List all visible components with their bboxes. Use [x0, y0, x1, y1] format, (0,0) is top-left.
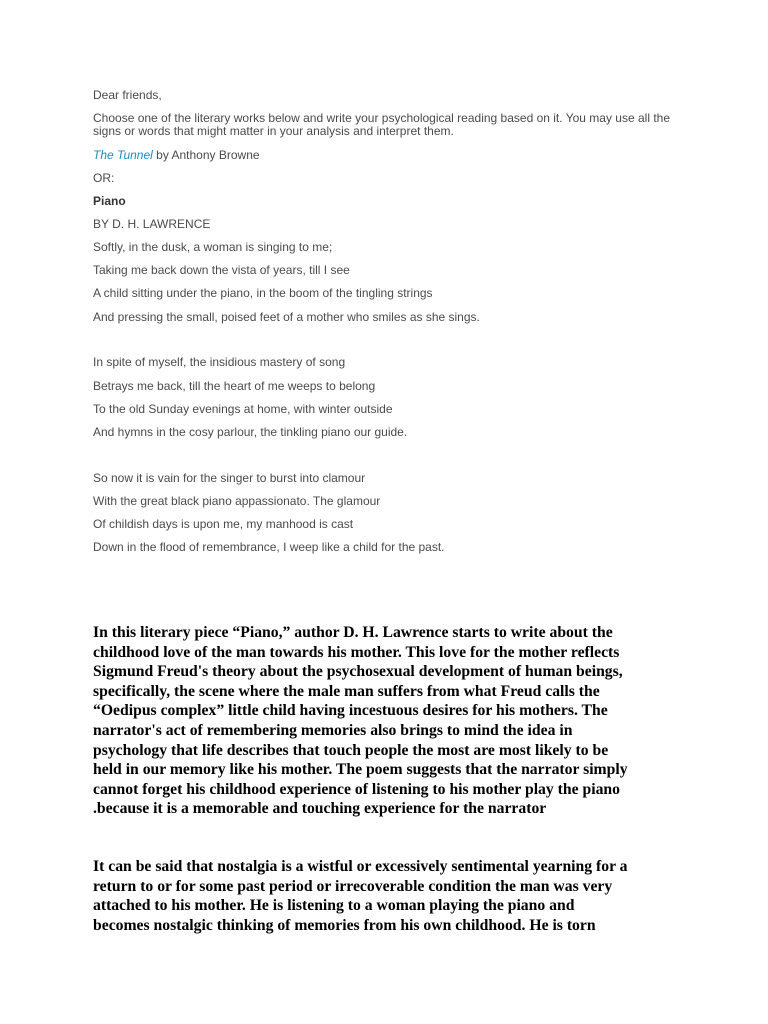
poem-line: And pressing the small, poised feet of a mother who smiles as she sings.: [93, 310, 480, 324]
essay-line: In this literary piece “Piano,” author D. H. Lawrence starts to write about the: [93, 624, 613, 641]
essay-paragraph-2: [93, 857, 688, 935]
poem-line: Betrays me back, till the heart of me weeps to belong: [93, 379, 376, 393]
essay-line: psychology that life describes that touch people the most are most likely to be: [93, 741, 609, 759]
essay-line: .because it is a memorable and touching experience for the narrator: [93, 800, 547, 818]
essay-paragraph-1: [93, 623, 688, 819]
essay-line: childhood love of the man towards his mother. This love for the mother reflects: [93, 643, 620, 661]
essay-line: Sigmund Freud's theory about the psychosexual development of human beings,: [93, 663, 623, 681]
poem-byline: BY D. H. LAWRENCE: [93, 217, 211, 231]
or-label: OR:: [93, 171, 115, 185]
poem-line: With the great black piano appassionato. The glamour: [93, 494, 381, 508]
poem-line: So now it is vain for the singer to burst into clamour: [93, 471, 366, 485]
poem-line: Softly, in the dusk, a woman is singing to me;: [93, 240, 333, 254]
essay-line: specifically, the scene where the male man suffers from what Freud calls the: [93, 682, 600, 700]
greeting: Dear friends,: [93, 88, 162, 102]
option-one-author: by Anthony Browne: [152, 148, 260, 162]
poem-line: A child sitting under the piano, in the boom of the tingling strings: [93, 286, 433, 300]
poem-line: In spite of myself, the insidious mastery of song: [93, 355, 346, 369]
essay-line: attached to his mother. He is listening to a woman playing the piano and: [93, 897, 575, 915]
poem-line: Of childish days is upon me, my manhood is cast: [93, 517, 354, 531]
essay-line: cannot forget his childhood experience of listening to his mother play the piano: [93, 780, 620, 798]
essay-line: becomes nostalgic thinking of memories from his own childhood. He is torn: [93, 916, 596, 934]
essay-line: “Oedipus complex” little child having incestuous desires for his mothers. The: [93, 702, 608, 720]
essay-line: narrator's act of remembering memories also brings to mind the idea in: [93, 721, 573, 739]
essay-line: held in our memory like his mother. The poem suggests that the narrator simply: [93, 761, 628, 779]
instructions: Choose one of the literary works below and write your psychological reading based on it. You may use all the signs or words that might matter in your analysis and interpret them.: [93, 111, 671, 138]
poem-line: Down in the flood of remembrance, I weep like a child for the past.: [93, 540, 445, 554]
poem-title: Piano: [93, 194, 126, 208]
option-one: [93, 148, 260, 162]
poem-line: Taking me back down the vista of years, till I see: [93, 263, 350, 277]
option-one-title-link[interactable]: The Tunnel: [93, 148, 153, 162]
essay-line: return to or for some past period or irrecoverable condition the man was very: [93, 877, 613, 895]
poem-line: And hymns in the cosy parlour, the tinkling piano our guide.: [93, 425, 408, 439]
poem-line: To the old Sunday evenings at home, with winter outside: [93, 402, 393, 416]
essay-line: It can be said that nostalgia is a wistful or excessively sentimental yearning for a: [93, 858, 628, 875]
